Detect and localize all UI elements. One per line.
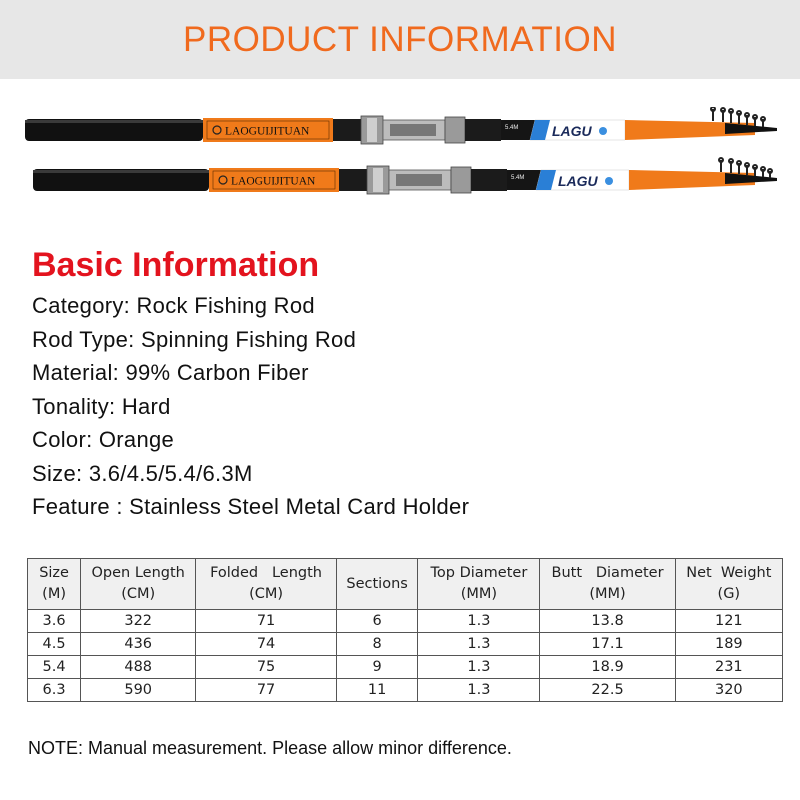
rod-brand-text: LAOGUIJITUAN — [225, 125, 310, 138]
header-open-length: Open Length (CM) — [81, 559, 196, 610]
cell-net-weight: 231 — [675, 656, 782, 679]
cell-open-length: 322 — [81, 610, 196, 633]
cell-butt-diameter: 17.1 — [540, 633, 675, 656]
rod-image — [25, 157, 777, 197]
cell-top-diameter: 1.3 — [418, 633, 540, 656]
table-row — [28, 633, 783, 656]
cell-folded-length: 71 — [196, 610, 337, 633]
cell-net-weight: 320 — [675, 679, 782, 702]
cell-size: 6.3 — [28, 679, 81, 702]
table-row — [28, 679, 783, 702]
cell-size: 3.6 — [28, 610, 81, 633]
cell-open-length: 436 — [81, 633, 196, 656]
header-banner — [0, 0, 800, 79]
cell-butt-diameter: 18.9 — [540, 656, 675, 679]
rod-image — [25, 107, 777, 147]
header-folded-length: Folded Length (CM) — [196, 559, 337, 610]
header-top-diameter: Top Diameter (MM) — [418, 559, 540, 610]
spec-size: Size: 3.6/4.5/5.4/6.3M — [32, 460, 253, 486]
table-row — [28, 610, 783, 633]
header-net-weight: Net Weight (G) — [675, 559, 782, 610]
rod-brand-text: LAOGUIJITUAN — [231, 175, 316, 188]
table-header-row — [28, 559, 783, 610]
cell-top-diameter: 1.3 — [418, 610, 540, 633]
spec-feature: Feature : Stainless Steel Metal Card Holder — [32, 494, 470, 519]
table-row — [28, 656, 783, 679]
cell-size: 4.5 — [28, 633, 81, 656]
rod-logo: LAGU — [558, 173, 598, 189]
basic-information — [32, 244, 469, 524]
page-title: PRODUCT INFORMATION — [182, 19, 618, 59]
rod-length-mark: 5.4M — [511, 175, 525, 181]
cell-top-diameter: 1.3 — [418, 656, 540, 679]
spec-rod-type: Rod Type: Spinning Fishing Rod — [32, 326, 357, 352]
spec-material: Material: 99% Carbon Fiber — [32, 360, 309, 385]
header-size: Size (M) — [28, 559, 81, 610]
header-butt-diameter: Butt Diameter (MM) — [540, 559, 675, 610]
cell-top-diameter: 1.3 — [418, 679, 540, 702]
cell-butt-diameter: 22.5 — [540, 679, 675, 702]
cell-butt-diameter: 13.8 — [540, 610, 675, 633]
rod-logo: LAGU — [552, 123, 592, 139]
spec-tonality: Tonality: Hard — [32, 393, 171, 419]
cell-sections: 11 — [336, 679, 418, 702]
cell-sections: 8 — [336, 633, 418, 656]
cell-net-weight: 121 — [675, 610, 782, 633]
cell-open-length: 590 — [81, 679, 196, 702]
size-table — [27, 558, 783, 702]
measurement-note: NOTE: Manual measurement. Please allow minor difference. — [28, 738, 512, 758]
cell-sections: 9 — [336, 656, 418, 679]
cell-sections: 6 — [336, 610, 418, 633]
rod-length-mark: 5.4M — [505, 125, 519, 131]
cell-size: 5.4 — [28, 656, 81, 679]
basic-info-heading: Basic Information — [32, 246, 320, 284]
spec-color: Color: Orange — [32, 427, 175, 452]
header-sections: Sections — [336, 559, 418, 610]
cell-open-length: 488 — [81, 656, 196, 679]
cell-net-weight: 189 — [675, 633, 782, 656]
cell-folded-length: 77 — [196, 679, 337, 702]
spec-category: Category: Rock Fishing Rod — [32, 293, 315, 318]
cell-folded-length: 75 — [196, 656, 337, 679]
cell-folded-length: 74 — [196, 633, 337, 656]
